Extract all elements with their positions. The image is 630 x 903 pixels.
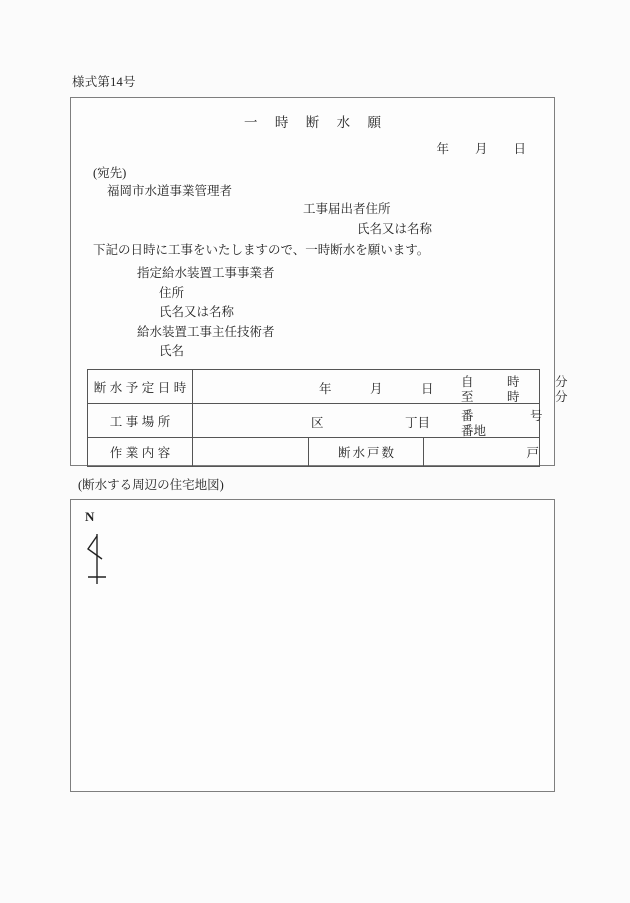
body-text: 下記の日時に工事をいたしますので、一時断水を願います。 xyxy=(93,243,430,257)
row-label-affected-houses: 断水戸数 xyxy=(308,438,424,467)
table-row xyxy=(88,438,540,467)
location-ban: 番 xyxy=(461,409,474,423)
map-drawing-box[interactable] xyxy=(70,499,555,792)
datetime-year: 年 xyxy=(319,382,332,396)
date-month: 月 xyxy=(474,142,488,156)
contractor-name-label: 氏名又は名称 xyxy=(159,305,235,319)
work-location-field[interactable] xyxy=(193,404,543,438)
datetime-from: 自 xyxy=(461,375,474,389)
north-label: N xyxy=(85,509,95,524)
location-banchi: 番地 xyxy=(461,424,487,438)
datetime-minute-from: 分 xyxy=(555,375,568,389)
location-gou: 号 xyxy=(530,409,543,423)
applicant-address-label: 工事届出者住所 xyxy=(303,202,391,216)
contractor-address-label: 住所 xyxy=(159,285,185,300)
table-row xyxy=(88,370,540,404)
planned-datetime-field[interactable] xyxy=(193,370,568,404)
form-number: 様式第14号 xyxy=(72,75,136,89)
location-ward: 区 xyxy=(311,416,324,430)
contractor-engineer-label: 給水装置工事主任技術者 xyxy=(137,324,275,339)
addressee-label: (宛先) xyxy=(93,166,127,180)
contractor-company-label: 指定給水装置工事事業者 xyxy=(137,266,275,280)
contractor-block xyxy=(137,264,275,362)
row-label-work-content: 作業内容 xyxy=(88,438,193,467)
date-year: 年 xyxy=(436,142,449,156)
addressee-name: 福岡市水道事業管理者 xyxy=(107,184,233,198)
row-label-work-location: 工事場所 xyxy=(88,404,193,438)
datetime-month: 月 xyxy=(370,382,383,396)
affected-houses-field[interactable]: 戸 xyxy=(424,438,540,467)
contractor-engineer-name-label: 氏名 xyxy=(159,344,185,358)
datetime-hour-from: 時 xyxy=(507,375,520,389)
work-details-table xyxy=(87,369,568,467)
datetime-hour-to: 時 xyxy=(507,390,520,404)
datetime-day: 日 xyxy=(421,382,434,396)
datetime-minute-to: 分 xyxy=(555,390,568,404)
location-chome: 丁目 xyxy=(405,416,431,430)
datetime-to: 至 xyxy=(461,390,474,404)
table-row xyxy=(88,404,540,438)
date-line xyxy=(436,139,526,157)
applicant-name-label: 氏名又は名称 xyxy=(357,222,433,236)
north-arrow-icon xyxy=(83,530,117,593)
map-caption: (断水する周辺の住宅地図) xyxy=(78,478,224,492)
work-content-field[interactable] xyxy=(193,438,309,467)
date-day: 日 xyxy=(513,142,526,156)
row-label-planned-datetime: 断水予定日時 xyxy=(88,370,193,404)
page-title: 一 時 断 水 願 xyxy=(244,115,388,130)
main-form-box xyxy=(70,97,568,466)
